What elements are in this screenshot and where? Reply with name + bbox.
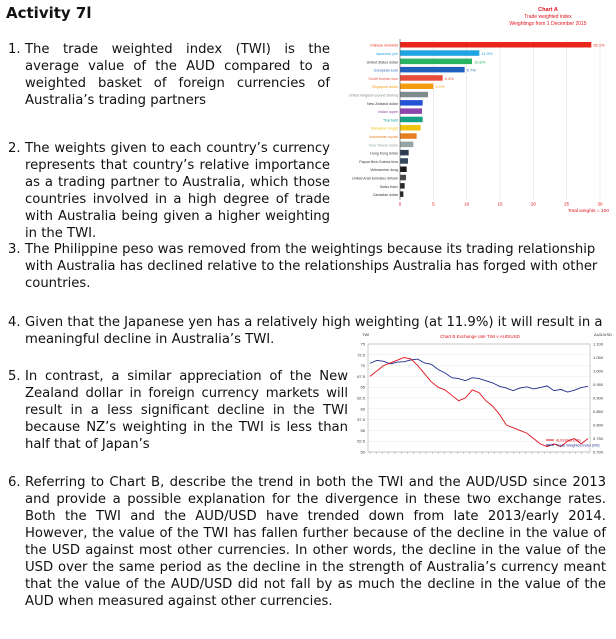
y-tick-label: 55 — [360, 427, 365, 433]
point-6 — [8, 474, 606, 610]
y2-tick-label: 0.900 — [593, 395, 604, 401]
y2-tick-label: 0.850 — [593, 409, 604, 414]
y2-tick-label: 0.950 — [593, 382, 604, 387]
y2-tick-label: 1.100 — [593, 341, 604, 347]
y-tick-label: 65 — [360, 384, 365, 390]
y2-tick-label: 1.050 — [593, 355, 604, 360]
y-tick-label: 62.5 — [357, 395, 365, 401]
category-label: Chinese renminbi — [370, 43, 398, 48]
chart-subtitle-2: Weightings from 1 December 2015 — [509, 21, 587, 27]
y2-tick-label: 0.800 — [593, 422, 604, 428]
bar — [400, 158, 408, 164]
bar — [400, 133, 417, 139]
point-number: 6. — [8, 475, 21, 490]
category-label: New Taiwan dollar — [368, 143, 398, 148]
data-label: 10.8% — [474, 59, 486, 65]
bar — [400, 142, 413, 148]
point-number: 4. — [8, 315, 21, 330]
bar — [400, 108, 422, 114]
bar — [400, 84, 433, 90]
bar — [400, 175, 406, 181]
y2-tick-label: 0.750 — [593, 436, 604, 441]
bar — [400, 167, 407, 173]
point-3 — [8, 241, 606, 292]
point-number: 1. — [8, 42, 21, 57]
category-label: New Zealand dollar — [367, 101, 398, 106]
y-tick-label: 67.5 — [357, 373, 365, 379]
page-title: Activity 7l — [6, 4, 92, 22]
bar — [400, 183, 405, 189]
point-2 — [8, 140, 330, 242]
point-5 — [8, 368, 348, 453]
point-1 — [8, 41, 330, 109]
legend-label: Trade Weighted Index (RS) — [556, 443, 600, 448]
bar — [400, 75, 443, 81]
category-label: United Arab Emirates dirham — [352, 176, 398, 181]
data-label: 11.9% — [481, 51, 493, 56]
category-label: Vietnamese dong — [370, 168, 398, 173]
bar — [400, 117, 423, 123]
data-label: 5.0% — [435, 84, 445, 90]
y-tick-label: 75 — [360, 341, 365, 347]
point-text: The weights given to each country’s currency represents that country’s relative importance as a trading partner to Australia, which those countries involved in a high degree of trade with Australia being given a higher weighting in the TWI. — [25, 141, 330, 241]
y-tick-label: 72.5 — [357, 352, 365, 358]
category-label: Hong Kong dollar — [370, 151, 398, 156]
point-text: The Philippine peso was removed from the weightings because its trading relationship with Australia has declined relative to the relationships Australia has forged with other countries. — [25, 242, 598, 291]
data-label: 9.7% — [466, 67, 476, 73]
point-number: 3. — [8, 242, 21, 257]
y-tick-label: 70 — [360, 363, 365, 369]
bar — [400, 67, 465, 73]
category-label: Japanese yen — [375, 52, 398, 56]
point-text: Referring to Chart B, describe the trend in both the TWI and the AUD/USD since 2013 and provide a possible explanation for the divergence in these two exchange rates. Both the TWI and the AUD/USD have trended down from late 2013/early 2014. However, the value of the TWI has fallen further because of the decline in the value of the USD against most other currencies. In other words, the decline in the value of the USD over the same period as the decline in the strength of Australia’s currency meant that the value of the AUD/USD did not fall by as much the decline in the value of the AUD when measured against other currencies. — [25, 475, 606, 609]
data-label: 6.4% — [444, 75, 454, 81]
point-text: The trade weighted index (TWI) is the average value of the AUD compared to a weighted basket of foreign currencies of Australia’s trading partners — [25, 42, 330, 108]
x-tick-label: 15 — [497, 201, 503, 207]
bar — [400, 191, 403, 197]
chart-title: Chart A — [538, 7, 558, 13]
chart-b — [350, 330, 614, 472]
bar — [400, 92, 428, 98]
bar — [400, 100, 423, 106]
right-axis-label: AUD/USD — [594, 332, 613, 337]
legend-label: AUD/USD (RS) — [556, 438, 581, 443]
category-label: Indonesian rupiah — [369, 135, 398, 139]
category-label: Canadian dollar — [372, 193, 398, 198]
category-label: United Kingdom pound sterling — [348, 93, 398, 98]
left-axis-label: TWI — [362, 332, 370, 337]
x-tick-label: 25 — [564, 201, 570, 207]
x-tick-label: 5 — [432, 201, 435, 207]
x-tick-label: 0 — [398, 201, 402, 207]
series-line — [370, 358, 588, 447]
category-label: United States dollar — [366, 60, 398, 65]
category-label: Papua New Guinea kina — [359, 159, 398, 164]
category-label: Thai baht — [383, 118, 398, 123]
y2-tick-label: 1.000 — [593, 368, 604, 374]
data-label: 26.1% — [593, 42, 605, 48]
chart-title: Chart B Exchange rate TWI v AUD/USD — [440, 334, 520, 339]
point-number: 2. — [8, 141, 21, 156]
y-tick-label: 52.5 — [357, 438, 365, 444]
category-label: Swiss franc — [379, 184, 398, 189]
x-tick-label: 10 — [464, 201, 470, 207]
bar — [400, 42, 591, 48]
category-label: European euro — [374, 68, 398, 73]
chart-footnote: Total weights = 100 — [567, 209, 609, 214]
x-tick-label: 20 — [530, 201, 536, 207]
category-label: Malaysian ringgit — [371, 126, 398, 131]
y-tick-label: 57.5 — [357, 417, 365, 423]
bar — [400, 59, 472, 65]
y-tick-label: 50 — [360, 449, 365, 455]
y2-tick-label: 0.700 — [593, 449, 604, 455]
bar — [400, 50, 479, 56]
bar — [400, 150, 409, 156]
chart-a — [330, 2, 614, 214]
y-tick-label: 60 — [360, 406, 365, 412]
x-tick-label: 30 — [597, 201, 603, 207]
point-text: In contrast, a similar appreciation of the New Zealand dollar in foreign currency markets will result in a less significant decline in the TWI because NZ’s weighting in the TWI is less than half that of Japan’s — [25, 369, 348, 452]
category-label: South Korean won — [368, 76, 398, 81]
category-label: Indian rupee — [378, 110, 398, 115]
category-label: Singapore dollar — [371, 85, 398, 90]
bar — [400, 125, 421, 131]
chart-subtitle: Trade weighted index — [524, 14, 572, 20]
point-number: 5. — [8, 369, 21, 384]
point-text: Given that the Japanese yen has a relatively high weighting (at 11.9%) it will result in a meaningful decline in Australia’s TWI. — [25, 315, 603, 347]
